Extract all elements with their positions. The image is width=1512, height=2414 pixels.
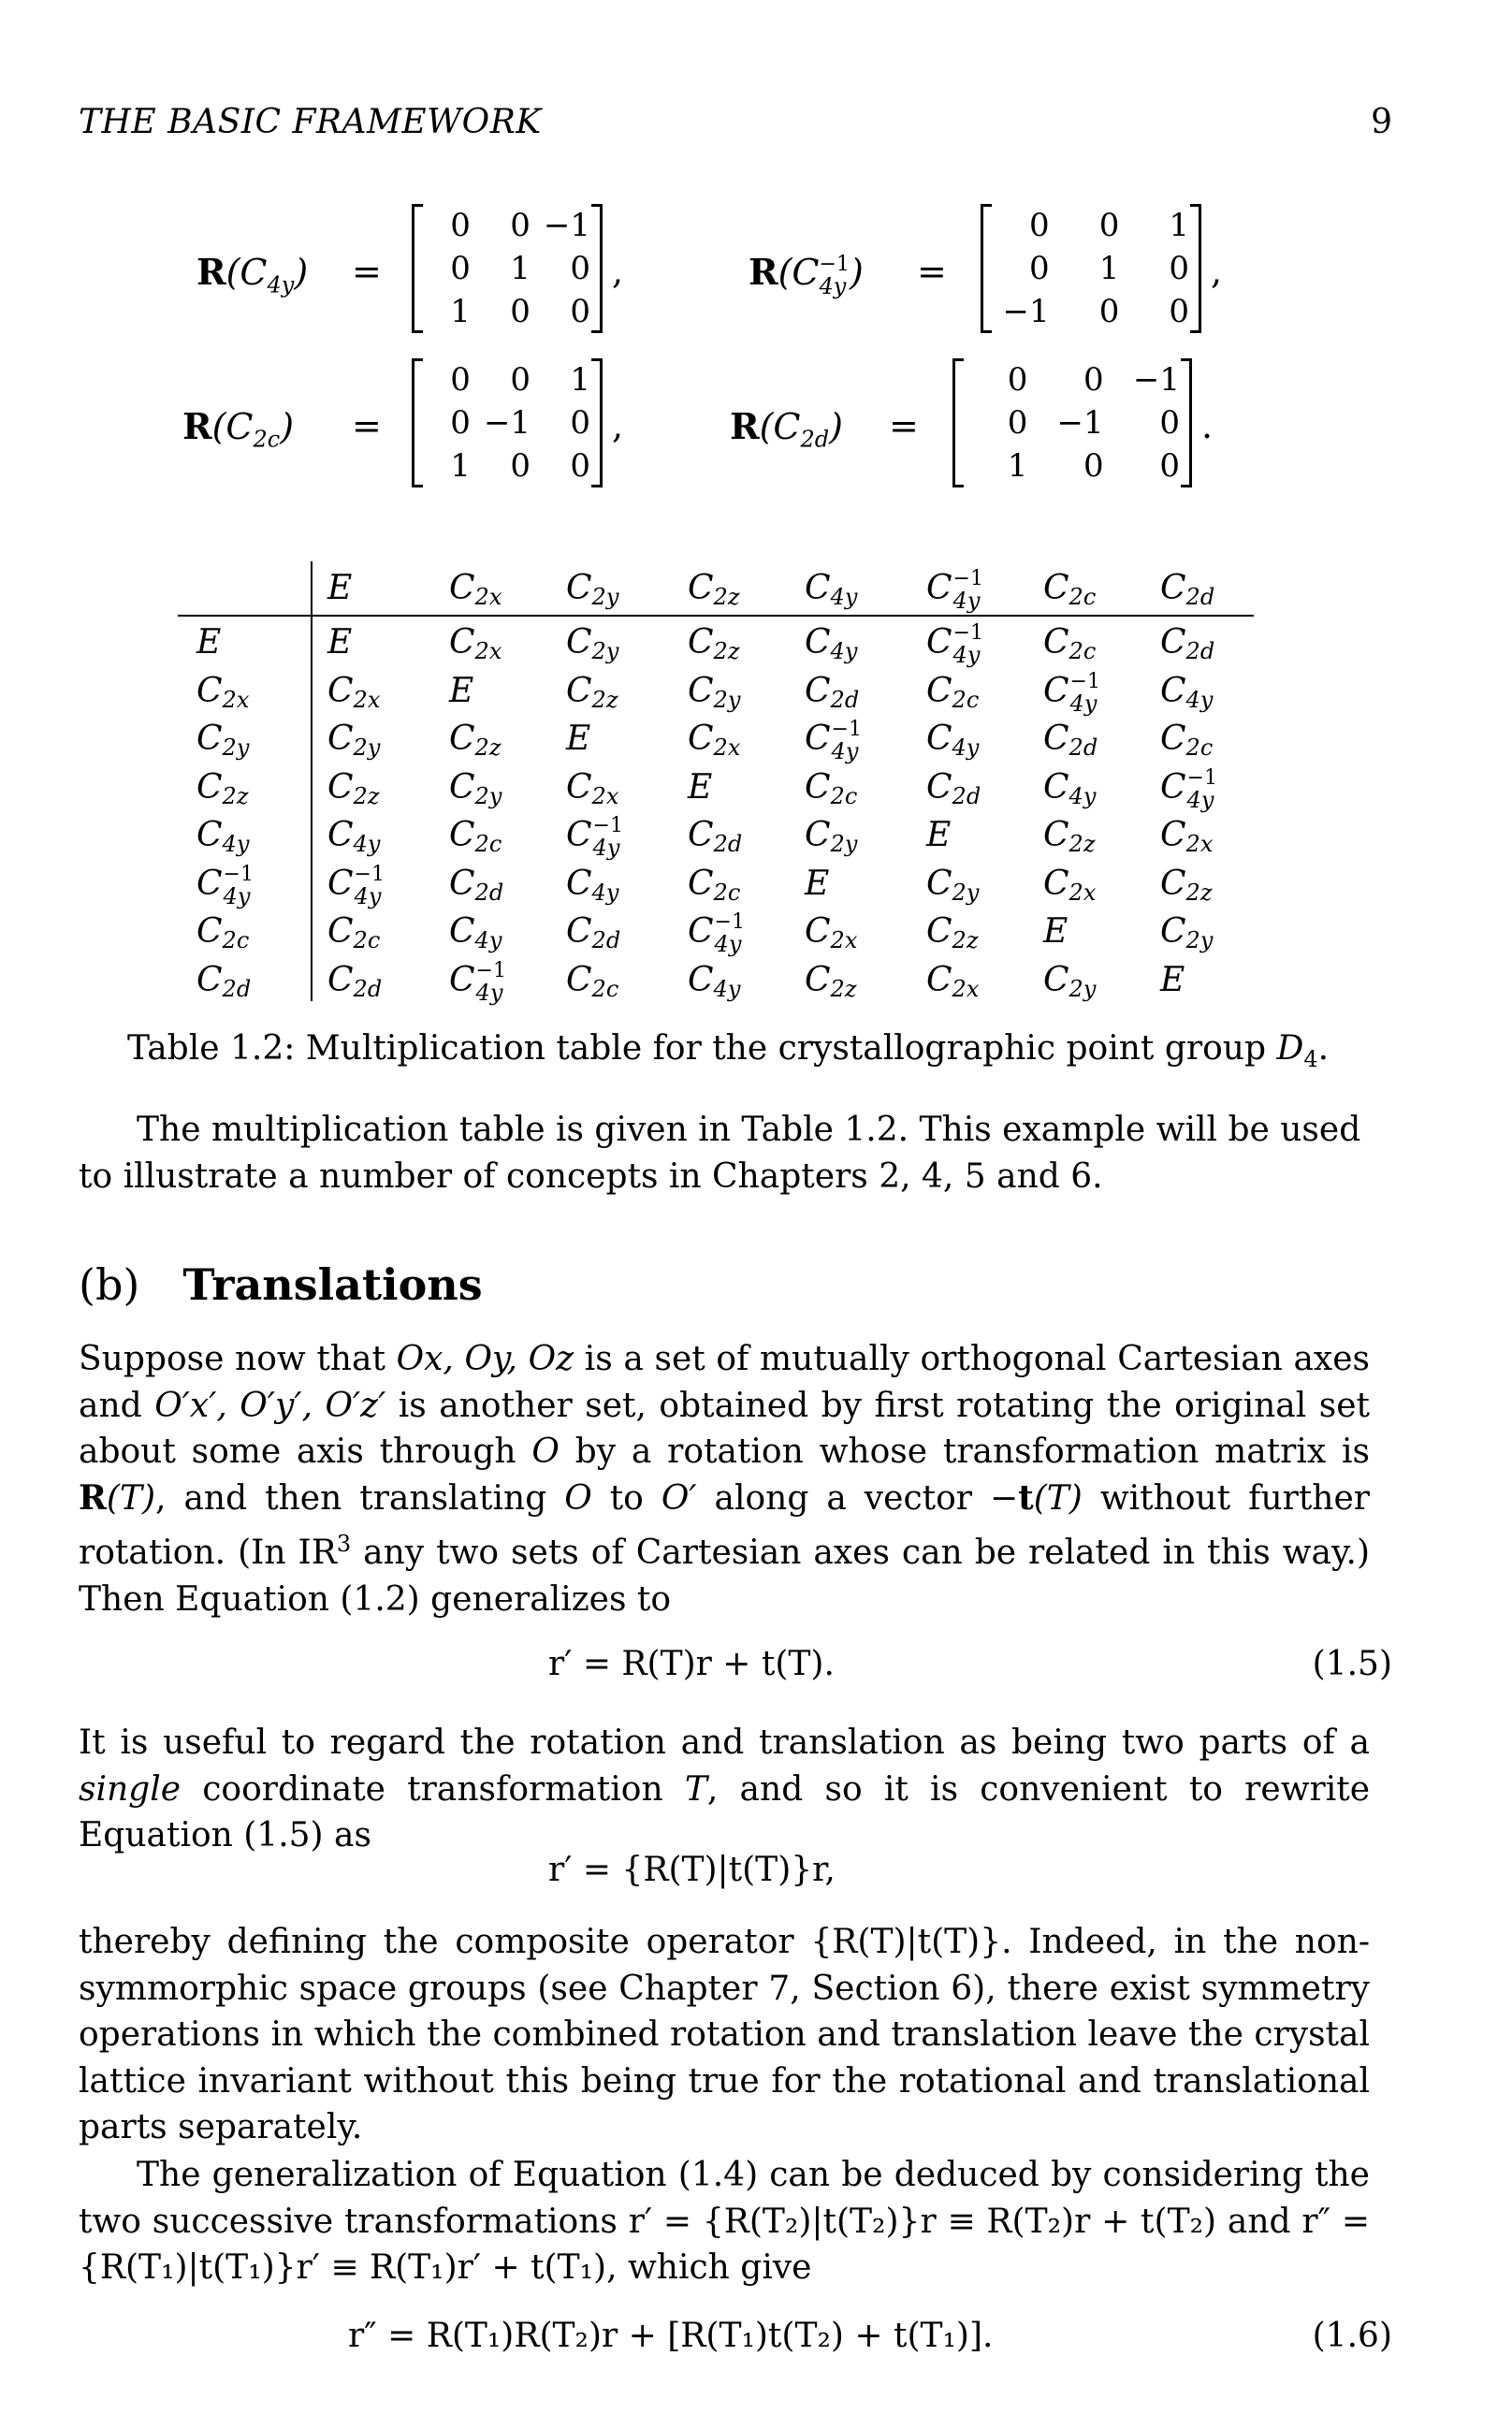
equation-number-1-6: (1.6): [1312, 2317, 1392, 2355]
table-cell: $C_{2c}$: [566, 960, 619, 1002]
p2-text: to: [591, 1478, 662, 1518]
table-header-cell: $C_{2x}$: [449, 569, 502, 610]
p2-matrix-symbol: R: [79, 1477, 107, 1518]
p2-real-space-dim: 3: [336, 1531, 352, 1557]
caption-end: .: [1317, 1029, 1330, 1068]
table-cell: C −1 4y: [688, 910, 745, 957]
matrix-block: [168, 204, 1291, 513]
page-number: 9: [1371, 103, 1392, 141]
matrix-entry: 0: [1159, 404, 1180, 442]
p3-text: , and so it is convenient to rewrite Equation (1.5) as: [79, 1769, 1370, 1854]
table-cell: $C_{2y}$: [327, 720, 381, 761]
matrix-entry: 0: [450, 361, 471, 399]
matrix-label: $R(C_{4y})$: [196, 251, 309, 298]
paragraph-1-line-1: The multiplication table is given in Table 1.2. This example will be used: [137, 1111, 1361, 1149]
table-cell: $C_{2x}$: [688, 720, 741, 761]
table-cell: $C_{2y}$: [805, 816, 858, 857]
caption-group: D: [1276, 1029, 1304, 1068]
equation-composite: r′ = {R(T)|t(T)}r,: [548, 1851, 836, 1889]
paragraph-5: [79, 2152, 1370, 2291]
table-header-cell: $C_{2y}$: [566, 569, 619, 610]
table-cell: $C_{2c}$: [327, 912, 381, 953]
matrix-entry: 0: [1169, 250, 1189, 287]
equation-1-6: r″ = R(T₁)R(T₂)r + [R(T₁)t(T₂) + t(T₁)].: [348, 2317, 994, 2355]
matrix-entry: 1: [450, 293, 471, 330]
table-cell: $C_{2y}$: [449, 767, 502, 809]
table-header-cell: C −1 4y: [926, 567, 983, 614]
multiplication-table: [178, 561, 1254, 1006]
p5-text: and: [1216, 2202, 1302, 2241]
table-cell: $C_{4y}$: [327, 816, 381, 857]
table-cell: $C_{2y}$: [566, 623, 619, 664]
matrix-comma: ,: [612, 405, 624, 446]
p2-vector-symbol: t: [1018, 1477, 1034, 1518]
table-cell: $C_{2z}$: [449, 720, 502, 761]
p2-axes-1: Ox, Oy, Oz: [396, 1340, 574, 1378]
matrix-entry: 0: [1159, 447, 1180, 485]
matrix-equals: =: [352, 251, 382, 292]
table-cell: $C_{2y}$: [688, 671, 741, 713]
table-cell: $C_{2d}$: [926, 767, 981, 809]
matrix-entry: −1: [483, 404, 531, 442]
p4-operator: {R(T)|t(T)}: [810, 1923, 1002, 1961]
matrix-entry: 0: [570, 447, 590, 485]
table-cell: $C_{2y}$: [1043, 960, 1097, 1002]
p2-text: by a rotation whose transformation matrix is: [559, 1432, 1370, 1471]
table-row-label: $C_{2z}$: [196, 767, 249, 809]
matrix-entry: 0: [450, 207, 471, 244]
table-row-label: $C_{2d}$: [196, 960, 252, 1002]
p5-text: , which give: [606, 2248, 812, 2287]
table-cell: $C_{2d}$: [1043, 720, 1098, 761]
matrix-entry: 0: [1083, 361, 1104, 399]
table-cell: C −1 4y: [566, 814, 623, 861]
p2-text: , and then translating: [155, 1478, 565, 1518]
table-header-cell: $C_{2z}$: [688, 569, 740, 610]
table-cell: $C_{2d}$: [805, 671, 860, 713]
p2-text: Suppose now that: [79, 1340, 397, 1378]
table-cell: $C_{4y}$: [1160, 671, 1214, 713]
table-cell: $C_{2z}$: [1160, 864, 1213, 906]
table-cell: $C_{2c}$: [1160, 720, 1214, 761]
paragraph-1-line-2: to illustrate a number of concepts in Chapters 2, 4, 5 and 6.: [79, 1156, 1103, 1196]
p2-origin: O: [564, 1478, 592, 1518]
p2-text: along a vector −: [696, 1478, 1019, 1518]
paragraph-2: [79, 1336, 1370, 1622]
table-row-label: C −1 4y: [196, 862, 254, 909]
matrix-comma: ,: [612, 251, 624, 292]
table-cell: $C_{2z}$: [805, 960, 857, 1002]
p2-matrix-arg: (T): [106, 1478, 156, 1518]
table-row-label: $C_{2x}$: [196, 671, 250, 713]
table-cell: E: [566, 720, 591, 758]
table-cell: $C_{2x}$: [1043, 864, 1097, 906]
table-cell: $C_{2z}$: [688, 623, 740, 664]
table-cell: C −1 4y: [449, 958, 506, 1006]
table-cell: $C_{2z}$: [1043, 816, 1096, 857]
paragraph-1: [79, 1107, 1370, 1200]
running-head: THE BASIC FRAMEWORK: [79, 103, 542, 141]
table-cell: $C_{4y}$: [1043, 767, 1097, 809]
p2-axes-2: O′x′, O′y′, O′z′: [154, 1386, 386, 1425]
table-cell: C −1 4y: [926, 621, 983, 668]
table-cell: $C_{2c}$: [1043, 623, 1097, 664]
table-cell: $C_{2x}$: [327, 671, 381, 713]
table-cell: E: [926, 816, 952, 854]
table-row-label: $C_{2y}$: [196, 720, 250, 761]
matrix-entry: −1: [1002, 293, 1050, 330]
matrix-entry: 1: [1007, 447, 1028, 485]
table-header-cell: $C_{2c}$: [1043, 569, 1097, 610]
p2-text: is a set of mutually orthogonal Cartesian axes and: [79, 1340, 1371, 1425]
table-cell: C −1 4y: [805, 718, 862, 764]
table-cell: $C_{4y}$: [566, 864, 619, 906]
matrix-comma: ,: [1211, 251, 1223, 292]
matrix-entry: 1: [510, 250, 531, 287]
table-cell: $C_{2x}$: [805, 912, 858, 953]
matrix-entry: 0: [1169, 293, 1189, 330]
table-cell: $C_{2c}$: [805, 767, 858, 809]
p5-expression-2: r″ = {R(T₁)|t(T₁)}r′ ≡ R(T₁)r′ + t(T₁): [79, 2202, 1371, 2287]
table-cell: $C_{4y}$: [926, 720, 980, 761]
table-cell: E: [1043, 912, 1069, 951]
table-cell: C −1 4y: [1043, 669, 1100, 717]
matrix-entry: 0: [1007, 361, 1028, 399]
table-cell: $C_{2c}$: [688, 864, 741, 906]
table-cell: $C_{2d}$: [688, 816, 743, 857]
matrix-period: .: [1201, 405, 1214, 446]
matrix-entry: −1: [543, 207, 590, 244]
table-cell: E: [1160, 960, 1185, 999]
matrix-equals: =: [352, 405, 382, 446]
matrix-entry: 0: [450, 250, 471, 287]
matrix-entry: 1: [1169, 207, 1189, 244]
matrix-entry: 0: [1029, 250, 1050, 287]
matrix: [981, 204, 1201, 333]
p3-symbol: T: [684, 1769, 707, 1809]
matrix-label: $R(C_{2d})$: [730, 405, 843, 453]
matrix-label: R(C −1 4y ): [749, 251, 864, 299]
table-cell: $C_{2x}$: [926, 960, 980, 1002]
p2-vector-arg: (T): [1033, 1478, 1083, 1518]
paragraph-4: [79, 1919, 1370, 2151]
section-label: (b): [79, 1259, 140, 1310]
table-cell: $C_{4y}$: [688, 960, 741, 1002]
matrix-entry: 0: [510, 293, 531, 330]
equation-number-1-5: (1.5): [1312, 1645, 1392, 1683]
table-cell: $C_{2y}$: [1160, 912, 1214, 953]
matrix-entry: 0: [1098, 207, 1120, 244]
p2-text: without further rotation. (In: [79, 1478, 1371, 1572]
caption-group-sub: 4: [1303, 1046, 1318, 1073]
table-cell: $C_{2c}$: [926, 671, 980, 713]
matrix-entry: 0: [510, 447, 531, 485]
matrix-label: $R(C_{2c})$: [182, 405, 295, 453]
table-caption: [127, 1029, 1329, 1072]
table-cell: E: [805, 864, 830, 903]
matrix-entry: 1: [450, 447, 471, 485]
p5-text: The generalization of Equation (1.4) can be deduced by considering the two successive transformations: [79, 2156, 1370, 2241]
p5-expression-1: r′ = {R(T₂)|t(T₂)}r ≡ R(T₂)r + t(T₂): [628, 2202, 1217, 2241]
table-cell: C −1 4y: [327, 862, 385, 909]
p2-origin: O: [531, 1432, 560, 1471]
equation-1-5: r′ = R(T)r + t(T).: [548, 1645, 835, 1683]
section-title: Translations: [182, 1259, 483, 1310]
table-vertical-rule: [311, 561, 313, 1001]
table-cell: $C_{4y}$: [805, 623, 858, 664]
matrix: [412, 358, 603, 487]
matrix-entry: 0: [1098, 293, 1120, 330]
table-cell: $C_{2d}$: [327, 960, 383, 1002]
matrix-entry: 0: [510, 207, 531, 244]
matrix-entry: 0: [570, 404, 590, 442]
table-cell: E: [449, 671, 474, 710]
p3-text: coordinate transformation: [181, 1769, 685, 1809]
table-cell: $C_{2z}$: [926, 912, 979, 953]
table-cell: $C_{2y}$: [926, 864, 980, 906]
table-cell: $C_{2d}$: [449, 864, 504, 906]
table-row-label: E: [196, 623, 222, 662]
p4-text: . Indeed, in the non-symmorphic space groups (see Chapter 7, Section 6), there exist symmetry operations in which the combined rotation and translation leave the crystal lattice invariant without this being true for the rotational and translational parts separately.: [79, 1923, 1370, 2146]
p2-text: any two sets of Cartesian axes can be related in this way.) Then Equation (1.2) generalizes to: [79, 1534, 1370, 1619]
matrix-equals: =: [889, 405, 919, 446]
matrix-entry: 0: [570, 293, 590, 330]
table-cell: $C_{2c}$: [449, 816, 502, 857]
table-row-label: $C_{2c}$: [196, 912, 250, 953]
table-cell: $C_{2z}$: [327, 767, 380, 809]
matrix-entry: 0: [1083, 447, 1104, 485]
p3-emphasis: single: [79, 1769, 182, 1809]
table-cell: $C_{2d}$: [566, 912, 621, 953]
table-cell: C −1 4y: [1160, 765, 1217, 813]
paragraph-3: [79, 1720, 1370, 1859]
matrix-entry: 0: [1007, 404, 1028, 442]
table-cell: $C_{2x}$: [1160, 816, 1214, 857]
matrix-entry: 0: [450, 404, 471, 442]
p4-text: thereby defining the composite operator: [79, 1923, 811, 1961]
matrix-equals: =: [917, 251, 947, 292]
table-cell: E: [688, 767, 713, 807]
caption-text: Table 1.2: Multiplication table for the crystallographic point group: [127, 1029, 1277, 1068]
table-cell: $C_{2x}$: [449, 623, 502, 664]
matrix-entry: −1: [1056, 404, 1104, 442]
table-cell: $C_{2x}$: [566, 767, 619, 809]
p2-origin-prime: O′: [661, 1478, 697, 1518]
p2-real-space: IR: [298, 1534, 337, 1572]
table-header-cell: E: [327, 569, 353, 607]
matrix-entry: 0: [570, 250, 590, 287]
section-heading: [79, 1259, 483, 1310]
table-header-cell: $C_{4y}$: [805, 569, 858, 610]
matrix-entry: 1: [1098, 250, 1120, 287]
matrix: [952, 358, 1192, 487]
table-horizontal-rule: [178, 615, 1254, 617]
table-cell: E: [327, 623, 353, 662]
matrix-entry: 0: [1029, 207, 1050, 244]
matrix-entry: 1: [570, 361, 590, 399]
table-cell: $C_{2d}$: [1160, 623, 1215, 664]
matrix-entry: 0: [510, 361, 531, 399]
table-cell: $C_{2z}$: [566, 671, 618, 713]
matrix: [412, 204, 603, 333]
table-cell: $C_{4y}$: [449, 912, 502, 953]
table-row-label: $C_{4y}$: [196, 816, 250, 857]
matrix-entry: −1: [1132, 361, 1180, 399]
p3-text: It is useful to regard the rotation and translation as being two parts of a: [79, 1723, 1370, 1762]
table-header-cell: $C_{2d}$: [1160, 569, 1215, 610]
p2-text: is another set, obtained by first rotating the original set about some axis through: [79, 1386, 1371, 1471]
